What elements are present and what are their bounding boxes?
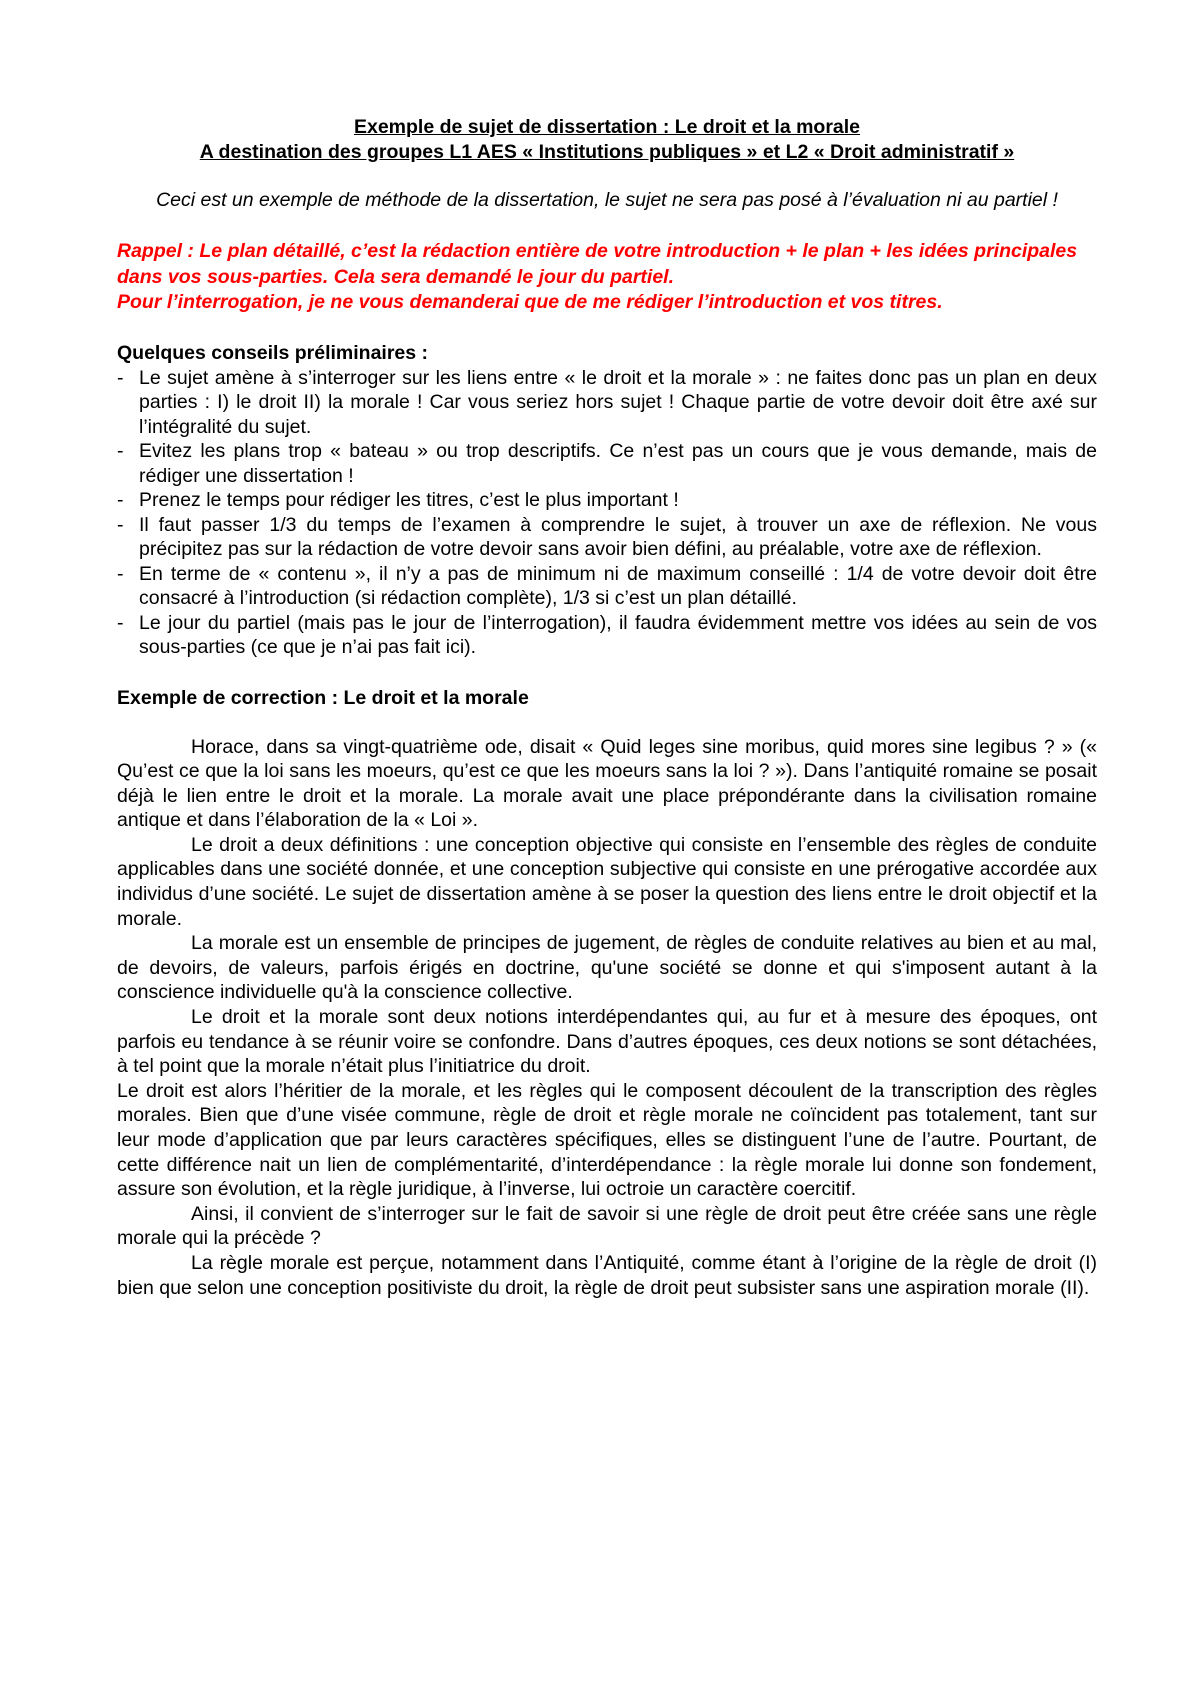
bullet-dash: - <box>117 366 124 389</box>
tip-item <box>117 488 1097 513</box>
essay-paragraph: La morale est un ensemble de principes de jugement, de règles de conduite relatives au bien et au mal, de devoirs, de valeurs, parfois érigés en doctrine, qu'une société se donne et qui s'imposent autant à la conscience individuelle qu'à la conscience collective. <box>117 932 1097 1004</box>
bullet-dash: - <box>117 562 124 585</box>
document-title: Exemple de sujet de dissertation : Le droit et la morale <box>353 116 861 138</box>
essay-body <box>117 735 1097 1301</box>
tip-item <box>117 513 1097 562</box>
document-body <box>117 115 1097 1300</box>
tip-text: Evitez les plans trop « bateau » ou trop descriptifs. Ce n’est pas un cours que je vous demande, mais de rédiger une dissertation ! <box>139 440 1097 487</box>
tip-text: Prenez le temps pour rédiger les titres, c’est le plus important ! <box>139 489 679 511</box>
tip-text: Il faut passer 1/3 du temps de l’examen à comprendre le sujet, à trouver un axe de réflexion. Ne vous précipitez pas sur la rédaction de votre devoir sans avoir bien défini, au préalable, votre axe de réflexion. <box>139 513 1097 560</box>
tip-text: En terme de « contenu », il n’y a pas de minimum ni de maximum conseillé : 1/4 de votre devoir doit être consacré à l’introduction (si rédaction complète), 1/3 si c’est un plan détaillé. <box>139 562 1097 609</box>
bullet-dash: - <box>117 489 124 511</box>
reminder-block <box>117 239 1097 316</box>
bullet-dash: - <box>117 513 124 536</box>
tip-item <box>117 366 1097 440</box>
tip-item <box>117 611 1097 660</box>
tip-item <box>117 562 1097 611</box>
bullet-dash: - <box>117 440 124 462</box>
document-subtitle: A destination des groupes L1 AES « Institutions publiques » et L2 « Droit administratif » <box>199 141 1015 163</box>
tips-heading: Quelques conseils préliminaires : <box>117 341 429 364</box>
tip-item <box>117 439 1097 488</box>
tip-text: Le jour du partiel (mais pas le jour de l’interrogation), il faudra évidemment mettre vos idées au sein de vos sous-parties (ce que je n’ai pas fait ici). <box>139 611 1097 658</box>
reminder-line: Pour l’interrogation, je ne vous demanderai que de me rédiger l’introduction et vos titres. <box>117 291 943 313</box>
essay-paragraph: La règle morale est perçue, notamment dans l’Antiquité, comme étant à l’origine de la règle de droit (I) bien que selon une conception positiviste du droit, la règle de droit peut subsister sans une aspiration morale (II). <box>117 1251 1097 1299</box>
essay-paragraph: Le droit a deux définitions : une conception objective qui consiste en l’ensemble des règles de conduite applicables dans une société donnée, et une conception subjective qui consiste en une prérogative accordée aux individus d’une société. Le sujet de dissertation amène à se poser la question des liens entre le droit objectif et la morale. <box>117 833 1097 930</box>
essay-paragraph: Ainsi, il convient de s’interroger sur le fait de savoir si une règle de droit peut être créée sans une règle morale qui la précède ? <box>117 1202 1097 1250</box>
tip-text: Le sujet amène à s’interroger sur les liens entre « le droit et la morale » : ne faites donc pas un plan en deux parties : I) le droit II) la morale ! Car vous seriez hors sujet ! Chaque partie de votre devoir doit être axé sur l’intégralité du sujet. <box>139 366 1097 438</box>
essay-paragraph: Le droit est alors l’héritier de la morale, et les règles qui le composent découlent de la transcription des règles morales. Bien que d’une visée commune, règle de droit et règle morale ne coïncident pas totalement, tant sur leur mode d’application que par leurs caractères spécifiques, elles se distinguent l’une de l’autre. Pourtant, de cette différence nait un lien de complémentarité, d’interdépendance : la règle morale lui donne son fondement, assure son évolution, et la règle juridique, à l’inverse, lui octroie un caractère coercitif. <box>117 1079 1097 1201</box>
method-note: Ceci est un exemple de méthode de la dissertation, le sujet ne sera pas posé à l’évaluation ni au partiel ! <box>156 189 1058 211</box>
essay-paragraph: Le droit et la morale sont deux notions interdépendantes qui, au fur et à mesure des époques, ont parfois eu tendance à se réunir voire se confondre. Dans d’autres époques, ces deux notions se sont détachées, à tel point que la morale n’était plus l’initiatrice du droit. <box>117 1006 1097 1078</box>
tips-list <box>117 366 1097 660</box>
reminder-line: Rappel : Le plan détaillé, c’est la rédaction entière de votre introduction + le plan + les idées principales dans vos sous-parties. Cela sera demandé le jour du partiel. <box>117 240 1078 288</box>
essay-paragraph: Horace, dans sa vingt-quatrième ode, disait « Quid leges sine moribus, quid mores sine legibus ? » (« Qu’est ce que la loi sans les moeurs, qu’est ce que les moeurs sans la loi ? »). Dans l’antiquité romaine se posait déjà le lien entre le droit et la morale. La morale avait une place prépondérante dans la civilisation romaine antique et dans l’élaboration de la « Loi ». <box>117 735 1097 832</box>
correction-heading: Exemple de correction : Le droit et la morale <box>117 686 529 709</box>
bullet-dash: - <box>117 611 124 634</box>
